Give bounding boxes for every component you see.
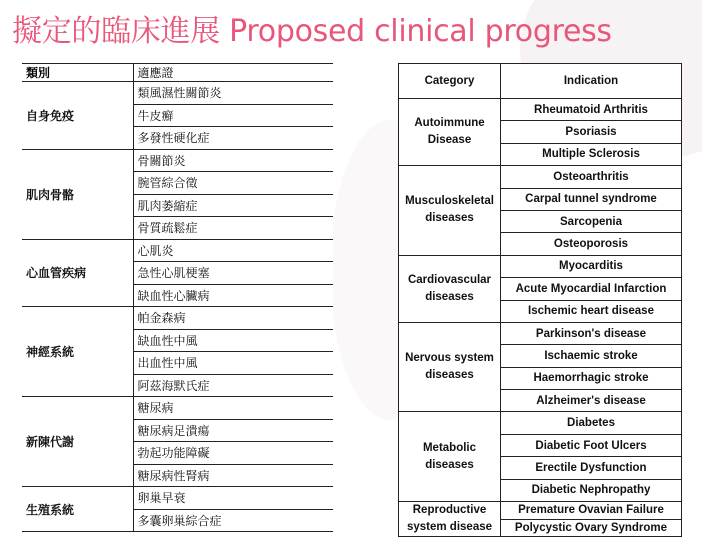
indication-cell: Diabetic Foot Ulcers [501,434,682,456]
indication-cell: Rheumatoid Arthritis [501,99,682,121]
indication-cell: 糖尿病 [133,397,333,420]
category-label-line: Cardiovascular [407,273,492,286]
indication-cell: 急性心肌梗塞 [133,262,333,285]
category-cell: 肌肉骨骼 [22,149,133,239]
indication-cell: Myocarditis [501,255,682,277]
indication-cell: 骨關節炎 [133,149,333,172]
category-label-line: diseases [425,369,474,382]
table-row [22,487,333,510]
indication-cell: Diabetes [501,412,682,434]
table-row [22,397,333,420]
table-row [22,239,333,262]
category-cell: 新陳代謝 [22,397,133,487]
category-label-line: Disease [427,134,472,147]
table-row [399,166,682,188]
category-label-line: Autoimmune [414,117,485,130]
category-cell: 自身免疫 [22,82,133,150]
category-cell [399,166,501,256]
category-cell: 生殖系統 [22,487,133,532]
table-row [22,149,333,172]
category-label-line: diseases [425,290,474,303]
indication-cell: Premature Ovavian Failure [501,502,682,520]
page-title: 擬定的臨床進展 Proposed clinical progress [12,14,612,49]
table-row [22,307,333,330]
indication-cell: Polycystic Ovary Syndrome [501,519,682,537]
indication-cell: 帕金森病 [133,307,333,330]
indication-cell: 骨質疏鬆症 [133,217,333,240]
category-cell [399,502,501,537]
category-label-line: Metabolic [422,441,477,454]
column-header-category: 類別 [22,64,133,82]
chinese-indication-table [22,63,333,532]
category-label-line: diseases [425,212,474,225]
category-label-line: diseases [425,458,474,471]
column-header-indication: Indication [501,64,682,99]
indication-cell: Sarcopenia [501,210,682,232]
category-cell [399,412,501,502]
category-cell [399,322,501,412]
category-cell [399,255,501,322]
table-row [399,322,682,344]
indication-cell: Osteoarthritis [501,166,682,188]
indication-cell: 類風濕性關節炎 [133,82,333,105]
indication-cell: 缺血性心臟病 [133,284,333,307]
indication-cell: 糖尿病性腎病 [133,464,333,487]
indication-cell: 缺血性中風 [133,329,333,352]
indication-cell: 糖尿病足潰瘍 [133,419,333,442]
category-label-line: system disease [406,521,493,534]
category-label-line: Musculoskeletal [405,195,494,208]
table-row [399,412,682,434]
indication-cell: Acute Myocardial Infarction [501,278,682,300]
table-row [399,502,682,520]
category-label-line: Nervous system [405,352,494,365]
indication-cell: 出血性中風 [133,352,333,375]
category-cell: 神經系統 [22,307,133,397]
column-header-indication: 適應證 [133,64,333,82]
indication-cell: 勃起功能障礙 [133,442,333,465]
indication-cell: Alzheimer's disease [501,390,682,412]
column-header-category: Category [399,64,501,99]
indication-cell: Ischemic heart disease [501,300,682,322]
indication-cell: Erectile Dysfunction [501,457,682,479]
indication-cell: Parkinson's disease [501,322,682,344]
indication-cell: 阿茲海默氏症 [133,374,333,397]
indication-cell: 卵巢早衰 [133,487,333,510]
indication-cell: 牛皮癬 [133,104,333,127]
english-indication-table [398,63,682,537]
indication-cell: 多發性硬化症 [133,127,333,150]
category-cell [399,99,501,166]
indication-cell: Multiple Sclerosis [501,143,682,165]
indication-cell: Osteoporosis [501,233,682,255]
indication-cell: Ischaemic stroke [501,345,682,367]
indication-cell: Psoriasis [501,121,682,143]
english-table-body [399,99,682,537]
indication-cell: 肌肉萎縮症 [133,194,333,217]
table-row [399,255,682,277]
chinese-table-body [22,82,333,532]
indication-cell: Diabetic Nephropathy [501,479,682,501]
category-label-line: Reproductive [412,504,487,517]
indication-cell: 多囊卵巢綜合症 [133,509,333,532]
indication-cell: 心肌炎 [133,239,333,262]
table-row [399,99,682,121]
indication-cell: Haemorrhagic stroke [501,367,682,389]
category-cell: 心血管疾病 [22,239,133,307]
table-row [22,82,333,105]
indication-cell: Carpal tunnel syndrome [501,188,682,210]
indication-cell: 腕管綜合徵 [133,172,333,195]
